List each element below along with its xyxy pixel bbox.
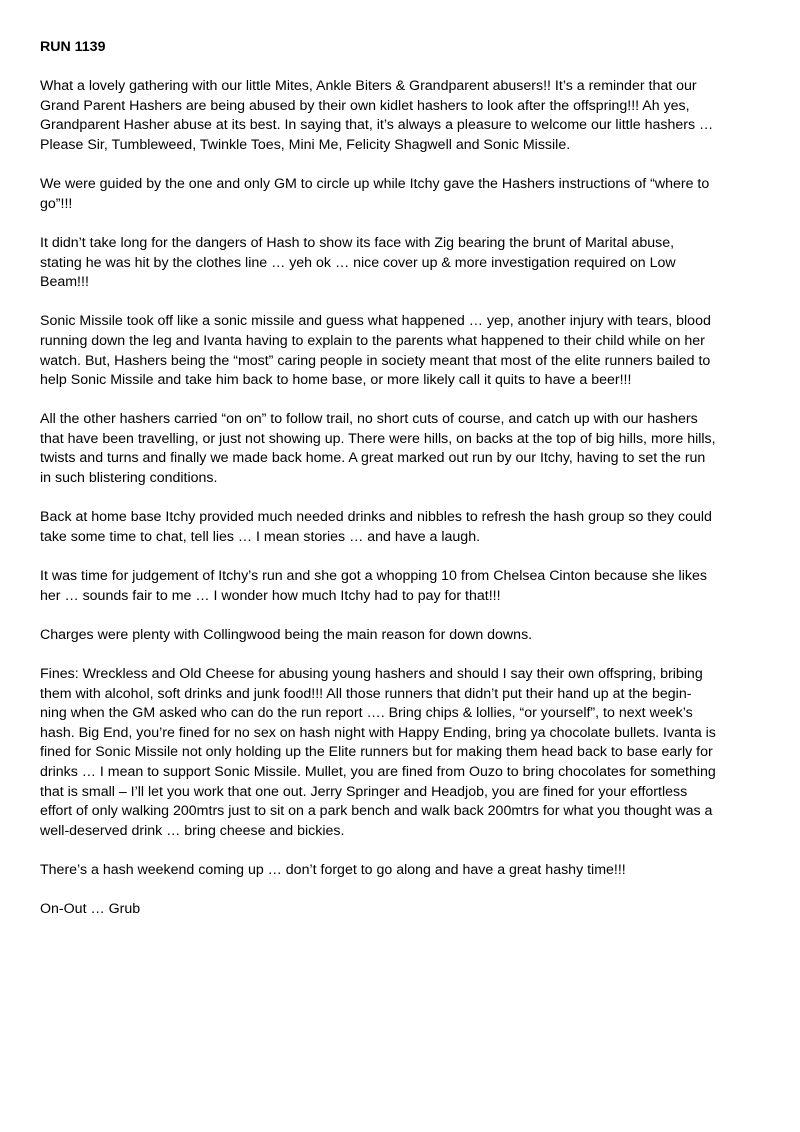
text-line: Grand Parent Hashers are being abused by their own kidlet hashers to look after the offspring!!! Ah yes,: [40, 97, 690, 114]
text-line: take some time to chat, tell lies … I mean stories … and have a laugh.: [40, 528, 481, 545]
text-line: effort of only walking 200mtrs just to sit on a park bench and walk back 200mtrs for what you thought was a: [40, 803, 713, 820]
paragraph-fines: [40, 665, 762, 841]
paragraph-trail: [40, 410, 762, 488]
text-line: ning when the GM asked who can do the run report …. Bring chips & lollies, “or yourself”, to next week’s: [40, 705, 693, 722]
text-line: Back at home base Itchy provided much needed drinks and nibbles to refresh the hash group so they could: [40, 509, 712, 526]
text-line: go”!!!: [40, 195, 73, 212]
text-line: them with alcohol, soft drinks and junk food!!! All those runners that didn’t put their hand up at the begin-: [40, 685, 692, 702]
paragraph-intro: [40, 77, 762, 155]
text-line: that is small – I’ll let you work that one out. Jerry Springer and Headjob, you are fined for your effortless: [40, 783, 688, 800]
text-line: What a lovely gathering with our little Mites, Ankle Biters & Grandparent abusers!! It’s a reminder that our: [40, 78, 697, 95]
text-line: running down the leg and Ivanta having to explain to the parents what happened to their child while on her: [40, 332, 705, 349]
sign-off: [40, 900, 762, 920]
text-line: hash. Big End, you’re fined for no sex on hash night with Happy Ending, bring ya chocolate bullets. Ivanta is: [40, 724, 716, 741]
text-line: fined for Sonic Missile not only holding up the Elite runners but for making them head back to base early for: [40, 744, 713, 761]
text-line: There’s a hash weekend coming up … don’t forget to go along and have a great hashy time!!!: [40, 861, 626, 878]
text-line: drinks … I mean to support Sonic Missile. Mullet, you are fined from Ouzo to bring chocolates for something: [40, 763, 716, 780]
text-line: Please Sir, Tumbleweed, Twinkle Toes, Mini Me, Felicity Shagwell and Sonic Missile.: [40, 136, 571, 153]
text-line: in such blistering conditions.: [40, 470, 218, 487]
document-page: [40, 38, 762, 939]
text-line: her … sounds fair to me … I wonder how much Itchy had to pay for that!!!: [40, 587, 501, 604]
text-line: All the other hashers carried “on on” to follow trail, no short cuts of course, and catch up with our hashers: [40, 411, 698, 428]
paragraph-dangers: [40, 234, 762, 293]
text-line: watch. But, Hashers being the “most” caring people in society meant that most of the elite runners bailed to: [40, 352, 711, 369]
paragraph-hash-weekend: [40, 861, 762, 881]
paragraph-sonic-missile: [40, 312, 762, 390]
paragraph-circle-up: [40, 175, 762, 214]
paragraph-judgement: [40, 567, 762, 606]
text-line: Fines: Wreckless and Old Cheese for abusing young hashers and should I say their own offspring, bribing: [40, 666, 703, 682]
document-title: RUN 1139: [40, 39, 106, 55]
text-line: well-deserved drink … bring cheese and bickies.: [40, 822, 345, 839]
text-line: We were guided by the one and only GM to circle up while Itchy gave the Hashers instructions of “where to: [40, 176, 710, 193]
text-line: It was time for judgement of Itchy’s run and she got a whopping 10 from Chelsea Cinton because she likes: [40, 568, 707, 585]
text-line: help Sonic Missile and take him back to home base, or more likely call it quits to have a beer!!!: [40, 372, 632, 389]
text-line: Grandparent Hasher abuse at its best. In saying that, it’s always a pleasure to welcome our little hashers …: [40, 117, 714, 134]
text-line: Sonic Missile took off like a sonic missile and guess what happened … yep, another injury with tears, blood: [40, 313, 711, 330]
text-line: Charges were plenty with Collingwood being the main reason for down downs.: [40, 626, 533, 643]
paragraph-charges: [40, 626, 762, 646]
text-line: Beam!!!: [40, 274, 89, 291]
text-line: that have been travelling, or just not showing up. There were hills, on backs at the top of big hills, more hills,: [40, 430, 716, 447]
text-line: twists and turns and finally we made back home. A great marked out run by our Itchy, having to set the run: [40, 450, 706, 467]
paragraph-home-base: [40, 508, 762, 547]
text-line: stating he was hit by the clothes line … yeh ok … nice cover up & more investigation required on Low: [40, 254, 676, 271]
text-line: It didn’t take long for the dangers of Hash to show its face with Zig bearing the brunt of Marital abuse,: [40, 234, 675, 251]
text-line: On-Out … Grub: [40, 901, 141, 918]
